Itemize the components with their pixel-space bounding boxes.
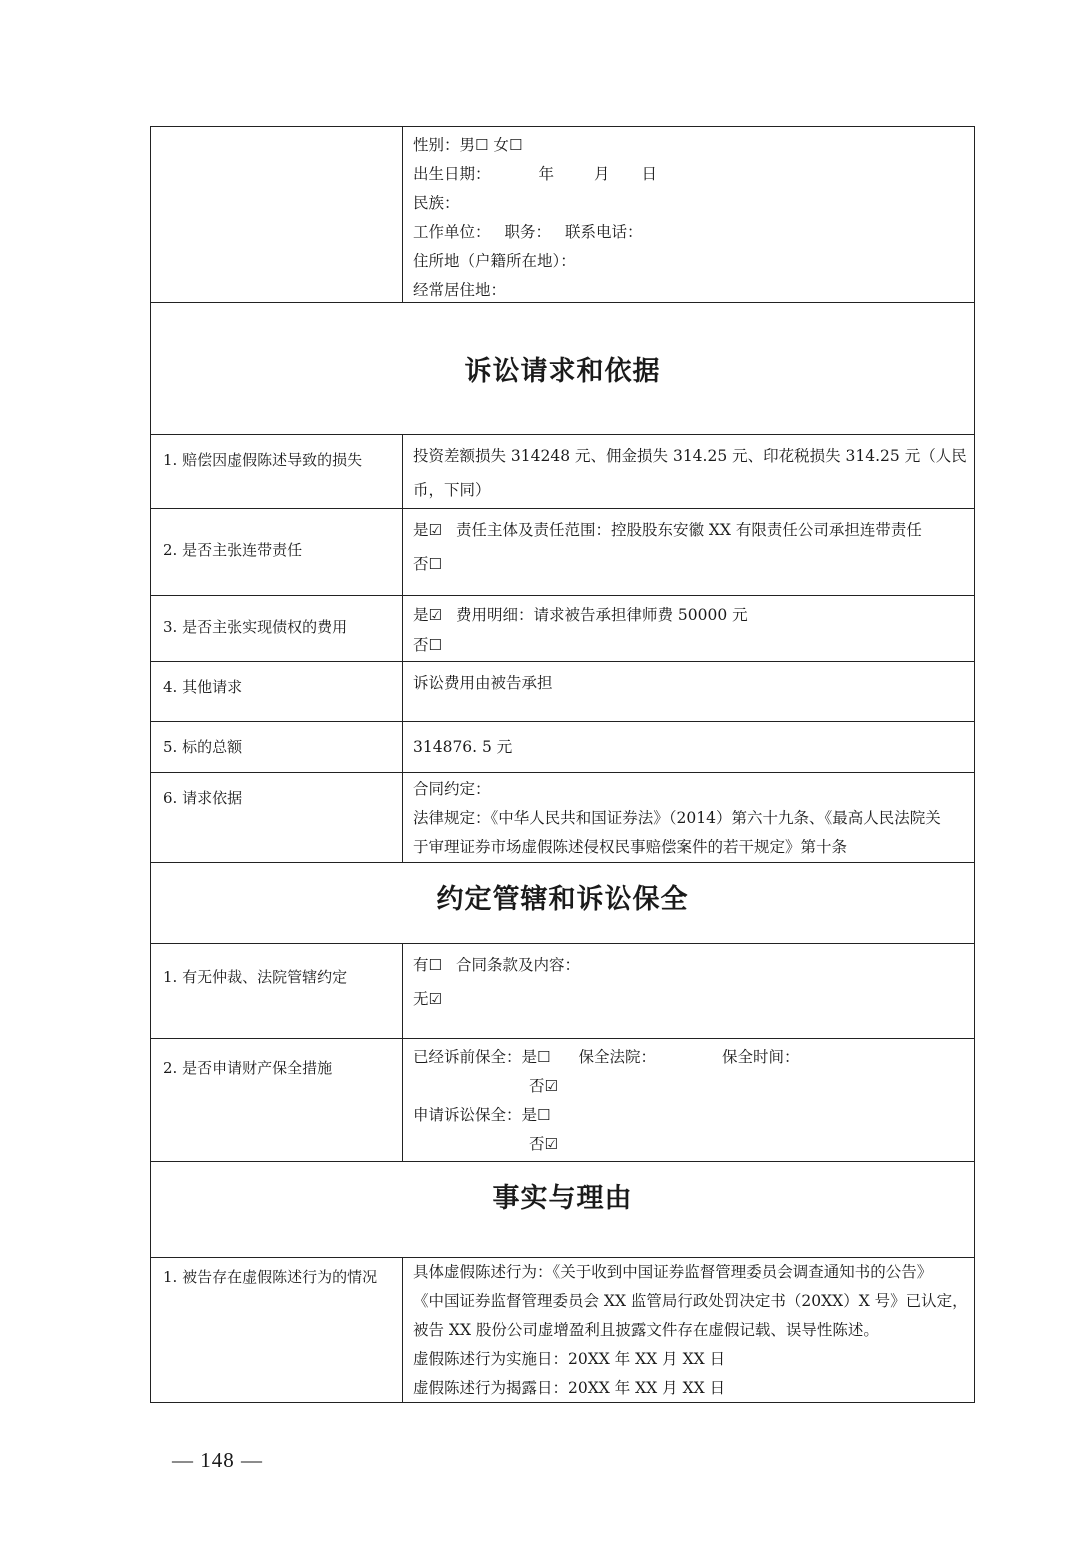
claim-value: 诉讼费用由被告承担 [413, 674, 553, 692]
complaint-form-table [150, 126, 975, 1403]
page-number: — 148 — [172, 1448, 263, 1472]
claim-value: 投资差额损失 314248 元、佣金损失 314.25 元、印花税损失 314.25 元（人民 币，下同） [413, 447, 967, 499]
preservation-row [151, 1038, 974, 1161]
section-jurisdiction-heading: 约定管辖和诉讼保全 [151, 862, 974, 943]
joint-liability-no-checkbox[interactable]: ☐ [428, 555, 442, 573]
section-facts-heading: 事实与理由 [151, 1161, 974, 1257]
arbitration-value: 有☐ 合同条款及内容： 无☑ [413, 956, 580, 1008]
male-checkbox[interactable]: ☐ [475, 136, 489, 154]
claim-row-basis [151, 772, 974, 862]
claim-label: 5. 标的总额 [151, 722, 403, 772]
arbitration-has-checkbox[interactable]: ☐ [428, 956, 442, 974]
section-claims-heading: 诉讼请求和依据 [151, 302, 974, 434]
claim-value: 合同约定： 法律规定：《中华人民共和国证券法》（2014）第六十九条、《最高人民法院关 于审理证券市场虚假陈述侵权民事赔偿案件的若干规定》第十条 [413, 780, 941, 856]
preservation-value: 已经诉前保全：是☐ 保全法院： 保全时间： 否☑ 申请诉讼保全：是☐ 否☑ [413, 1048, 800, 1153]
claim-row-total [151, 721, 974, 772]
ethnicity-line: 民族： [413, 194, 460, 212]
preservation-label: 2. 是否申请财产保全措施 [151, 1039, 403, 1161]
litigation-preservation-no-checkbox[interactable]: ☑ [544, 1135, 558, 1153]
work-line: 工作单位： 职务： 联系电话： [413, 223, 643, 241]
arbitration-agreement-row [151, 943, 974, 1038]
birth-date-line: 出生日期： 年 月 日 [413, 165, 658, 183]
claim-value: 314876. 5 元 [413, 738, 513, 756]
pre-preservation-yes-checkbox[interactable]: ☐ [537, 1048, 551, 1066]
claim-label: 2. 是否主张连带责任 [151, 509, 403, 595]
litigation-preservation-yes-checkbox[interactable]: ☐ [537, 1106, 551, 1124]
habitual-residence-line: 经常居住地： [413, 281, 507, 299]
personal-info-row [151, 127, 974, 302]
gender-line: 性别：男☐ 女☐ [413, 136, 523, 154]
claim-label: 1. 赔偿因虚假陈述导致的损失 [151, 435, 403, 508]
arbitration-none-checkbox[interactable]: ☑ [428, 990, 442, 1008]
personal-info-label-cell [151, 127, 403, 302]
false-statement-label: 1. 被告存在虚假陈述行为的情况 [151, 1258, 403, 1402]
claim-row-costs [151, 595, 974, 661]
costs-yes-checkbox[interactable]: ☑ [428, 606, 442, 624]
residence-line: 住所地（户籍所在地）： [413, 252, 576, 270]
claim-label: 6. 请求依据 [151, 773, 403, 862]
joint-liability-yes-checkbox[interactable]: ☑ [428, 521, 442, 539]
claim-label: 3. 是否主张实现债权的费用 [151, 596, 403, 661]
claim-value: 是☑ 责任主体及责任范围：控股股东安徽 XX 有限责任公司承担连带责任 否☐ [413, 521, 922, 573]
costs-no-checkbox[interactable]: ☐ [428, 636, 442, 654]
claim-row-other [151, 661, 974, 721]
claim-row-loss [151, 434, 974, 508]
pre-preservation-no-checkbox[interactable]: ☑ [544, 1077, 558, 1095]
claim-row-joint-liability [151, 508, 974, 595]
false-statement-value: 具体虚假陈述行为：《关于收到中国证券监督管理委员会调查通知书的公告》 《中国证券监督管理委员会 XX 监管局行政处罚决定书（20XX）X 号》已认定， 被告 XX 股份公司虚增盈利且披露文件存在虚假记载、误导性陈述。 虚假陈述行为实施日：20XX 年 XX 月 XX 日 虚假陈述行为揭露日：20XX 年 XX 月 XX 日 [413, 1263, 968, 1397]
claim-value: 是☑ 费用明细：请求被告承担律师费 50000 元 否☐ [413, 606, 748, 654]
personal-info-cell [403, 127, 974, 302]
female-checkbox[interactable]: ☐ [508, 136, 523, 154]
false-statement-row [151, 1257, 974, 1402]
claim-label: 4. 其他请求 [151, 662, 403, 721]
arbitration-label: 1. 有无仲裁、法院管辖约定 [151, 944, 403, 1038]
